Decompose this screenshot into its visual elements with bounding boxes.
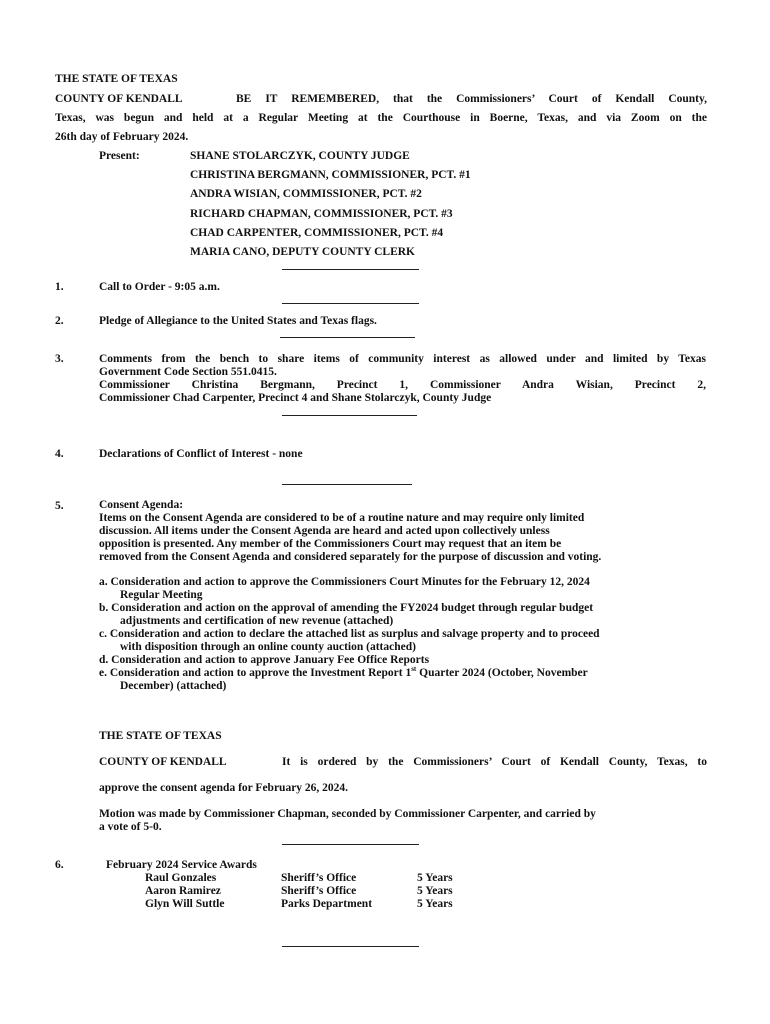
present-label: Present: xyxy=(99,150,140,162)
intro-line-1: BE IT REMEMBERED, that the Commissioners’ Court of Kendall County, xyxy=(236,93,707,105)
superscript-st: st xyxy=(411,665,417,673)
consent-item-a: a. Consideration and action to approve the Commissioners Court Minutes for the February 12, 2024 xyxy=(99,576,590,588)
present-member: SHANE STOLARCZYK, COUNTY JUDGE xyxy=(190,150,410,162)
consent-item-b: adjustments and certification of new revenue (attached) xyxy=(120,615,394,627)
divider xyxy=(282,484,412,485)
intro-line-3: 26th day of February 2024. xyxy=(55,131,189,143)
consent-item-c: c. Consideration and action to declare the attached list as surplus and salvage property and to proceed xyxy=(99,628,600,640)
award-years: 5 Years xyxy=(417,898,453,910)
consent-item-e-text: e. Consideration and action to approve the Investment Report 1 xyxy=(99,667,412,679)
service-awards-title: February 2024 Service Awards xyxy=(106,859,257,871)
present-member: RICHARD CHAPMAN, COMMISSIONER, PCT. #3 xyxy=(190,208,453,220)
consent-item-e: December) (attached) xyxy=(120,680,227,692)
item-number: 1. xyxy=(55,281,64,293)
divider xyxy=(282,946,419,947)
item-number: 5. xyxy=(55,500,64,512)
consent-item-e xyxy=(99,667,588,680)
award-years: 5 Years xyxy=(417,885,453,897)
present-member: CHAD CARPENTER, COMMISSIONER, PCT. #4 xyxy=(190,227,444,239)
county-heading: COUNTY OF KENDALL xyxy=(99,756,227,768)
divider xyxy=(282,303,419,304)
consent-text: Items on the Consent Agenda are considered to be of a routine nature and may require only limited xyxy=(99,512,585,524)
award-years: 5 Years xyxy=(417,872,453,884)
item-1-text: Call to Order - 9:05 a.m. xyxy=(99,281,220,293)
item-4-text: Declarations of Conflict of Interest - none xyxy=(99,448,303,460)
present-member: CHRISTINA BERGMANN, COMMISSIONER, PCT. #1 xyxy=(190,169,471,181)
consent-item-d: d. Consideration and action to approve January Fee Office Reports xyxy=(99,654,430,666)
state-heading: THE STATE OF TEXAS xyxy=(99,730,222,742)
item-number: 6. xyxy=(55,859,64,871)
divider xyxy=(280,337,415,338)
item-2-text: Pledge of Allegiance to the United States and Texas flags. xyxy=(99,315,377,327)
state-heading: THE STATE OF TEXAS xyxy=(55,73,178,85)
motion-text: Motion was made by Commissioner Chapman, seconded by Commissioner Carpenter, and carried by xyxy=(99,808,596,820)
award-dept: Sheriff’s Office xyxy=(281,885,357,897)
award-dept: Sheriff’s Office xyxy=(281,872,357,884)
item-3-line: Comments from the bench to share items of community interest as allowed under and limited by Texas xyxy=(99,353,706,365)
divider xyxy=(282,844,419,845)
award-name: Raul Gonzales xyxy=(145,872,217,884)
consent-title: Consent Agenda: xyxy=(99,499,184,511)
county-heading: COUNTY OF KENDALL xyxy=(55,93,183,105)
order-text: approve the consent agenda for February 26, 2024. xyxy=(99,782,349,794)
item-3-line: Commissioner Christina Bergmann, Precinct 1, Commissioner Andra Wisian, Precinct 2, xyxy=(99,379,706,391)
consent-item-a: Regular Meeting xyxy=(120,589,203,601)
consent-item-e-text: Quarter 2024 (October, November xyxy=(416,667,588,679)
item-number: 2. xyxy=(55,315,64,327)
item-number: 3. xyxy=(55,353,64,365)
consent-text: removed from the Consent Agenda and considered separately for the purpose of discussion and voting. xyxy=(99,551,602,563)
consent-item-b: b. Consideration and action on the approval of amending the FY2024 budget through regular budget xyxy=(99,602,594,614)
award-dept: Parks Department xyxy=(281,898,373,910)
award-name: Aaron Ramirez xyxy=(145,885,221,897)
item-3-line: Government Code Section 551.0415. xyxy=(99,366,277,378)
item-3-line: Commissioner Chad Carpenter, Precinct 4 and Shane Stolarczyk, County Judge xyxy=(99,392,492,404)
consent-text: discussion. All items under the Consent Agenda are heard and acted upon collectively unless xyxy=(99,525,550,537)
consent-text: opposition is presented. Any member of the Commissioners Court may request that an item be xyxy=(99,538,562,550)
intro-line-2: Texas, was begun and held at a Regular Meeting at the Courthouse in Boerne, Texas, and via Zoom on the xyxy=(55,112,707,124)
award-name: Glyn Will Suttle xyxy=(145,898,225,910)
motion-text: a vote of 5-0. xyxy=(99,821,162,833)
present-member: ANDRA WISIAN, COMMISSIONER, PCT. #2 xyxy=(190,188,422,200)
divider xyxy=(282,269,419,270)
order-text: It is ordered by the Commissioners’ Court of Kendall County, Texas, to xyxy=(282,756,707,768)
item-number: 4. xyxy=(55,448,64,460)
present-member: MARIA CANO, DEPUTY COUNTY CLERK xyxy=(190,246,416,258)
consent-item-c: with disposition through an online county auction (attached) xyxy=(120,641,416,653)
divider xyxy=(282,415,417,416)
